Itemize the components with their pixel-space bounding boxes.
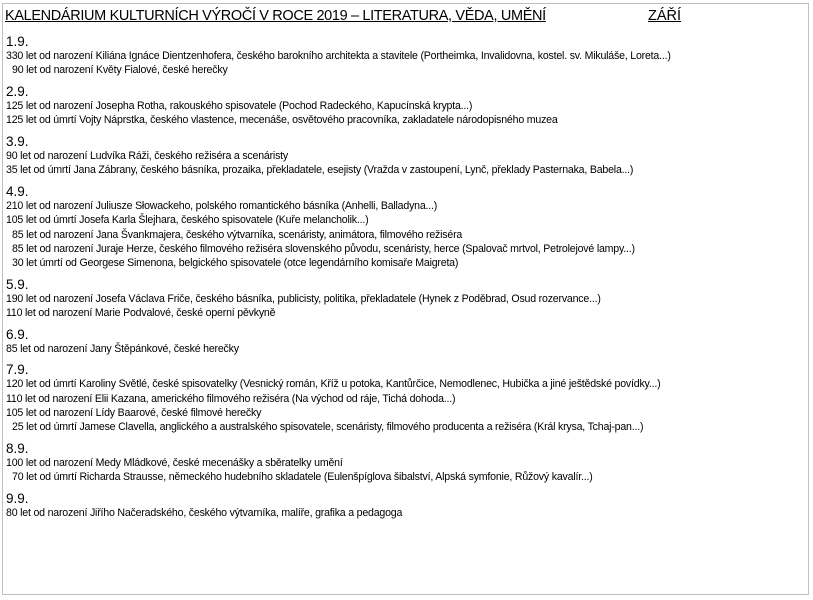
anniversary-entry: 125 let od úmrtí Vojty Náprstka, českého vlastence, mecenáše, osvětového pracovníka, zakladatele národopisného muzea	[6, 114, 558, 127]
anniversary-entry: 110 let od narození Marie Podvalové, české operní pěvkyně	[6, 307, 276, 320]
anniversary-entry: 80 let od narození Jiřího Načeradského, českého výtvarníka, malíře, grafika a pedagoga	[6, 506, 403, 519]
anniversary-entry: 70 let od úmrtí Richarda Strausse, německého hudebního skladatele (Eulenšpíglova šibalství, Alpská symfonie, Růžový kavalír...)	[12, 471, 593, 484]
date-section	[6, 491, 806, 520]
date-heading: 5.9.	[6, 276, 29, 292]
anniversary-entry: 105 let od úmrtí Josefa Karla Šlejhara, českého spisovatele (Kuře melancholik...)	[6, 214, 369, 227]
date-heading: 6.9.	[6, 326, 29, 342]
date-section	[6, 327, 806, 356]
date-section	[6, 441, 806, 485]
anniversary-entry: 35 let od úmrtí Jana Zábrany, českého básníka, prozaika, překladatele, esejisty (Vražda v zastoupení, Lynč, překlady Pasternaka, Babela...)	[6, 164, 634, 177]
date-section	[6, 34, 806, 78]
document-title: KALENDÁRIUM KULTURNÍCH VÝROČÍ V ROCE 2019 – LITERATURA, VĚDA, UMĚNÍ	[5, 8, 546, 24]
date-heading: 3.9.	[6, 133, 29, 149]
document-month: ZÁŘÍ	[648, 8, 682, 24]
date-section	[6, 277, 806, 321]
anniversary-entry: 100 let od narození Medy Mládkové, české mecenášky a sběratelky umění	[6, 456, 343, 469]
date-heading: 4.9.	[6, 183, 29, 199]
date-heading: 9.9.	[6, 490, 29, 506]
date-heading: 8.9.	[6, 440, 29, 456]
anniversary-entry: 120 let od úmrtí Karoliny Světlé, české spisovatelky (Vesnický román, Kříž u potoka, Kantůrčice, Nemodlenec, Hubička a jiné ještědské povídky...)	[6, 378, 661, 391]
anniversary-entry: 105 let od narození Lídy Baarové, české filmové herečky	[6, 407, 262, 419]
anniversary-entry: 190 let od narození Josefa Václava Friče, českého básníka, publicisty, politika, překladatele (Hynek z Poděbrad, Osud rozervance...)	[6, 292, 601, 305]
anniversary-entry: 210 let od narození Juliusze Słowackeho, polského romantického básníka (Anhelli, Balladyna...)	[6, 199, 438, 212]
document-header	[5, 7, 795, 25]
anniversary-entry: 125 let od narození Josepha Rotha, rakouského spisovatele (Pochod Radeckého, Kapucínská krypta...)	[6, 99, 473, 112]
anniversary-entry: 330 let od narození Kiliána Ignáce Dientzenhofera, českého barokního architekta a stavitele (Portheimka, Invalidovna, kostel. sv. Mikuláše, Loreta...)	[6, 50, 671, 62]
date-section	[6, 134, 806, 178]
date-heading: 2.9.	[6, 83, 29, 99]
anniversary-entry: 110 let od narození Elii Kazana, amerického filmového režiséra (Na východ od ráje, Tichá dohoda...)	[6, 392, 456, 405]
date-heading: 7.9.	[6, 362, 29, 378]
anniversary-entry: 25 let od úmrtí Jamese Clavella, anglického a australského spisovatele, scenáristy, filmového producenta a režiséra (Král krysa, Tchaj-pan...)	[12, 421, 644, 434]
date-section	[6, 84, 806, 128]
anniversary-entry: 90 let od narození Květy Fialové, české herečky	[12, 64, 228, 77]
anniversary-entry: 90 let od narození Ludvíka Ráži, českého režiséra a scenáristy	[6, 149, 289, 162]
anniversary-entry: 30 let úmrtí od Georgese Simenona, belgického spisovatele (otce legendárního komisaře Maigreta)	[12, 257, 459, 270]
anniversary-entry: 85 let od narození Jany Štěpánkové, české herečky	[6, 342, 239, 355]
date-section	[6, 184, 806, 271]
anniversary-entry: 85 let od narození Juraje Herze, českého filmového režiséra slovenského původu, scenáristy, herce (Spalovač mrtvol, Petrolejové lampy...)	[12, 242, 635, 255]
date-heading: 1.9.	[6, 34, 29, 49]
calendar-content	[6, 34, 806, 526]
date-section	[6, 362, 806, 435]
anniversary-entry: 85 let od narození Jana Švankmajera, českého výtvarníka, scenáristy, animátora, filmového režiséra	[12, 228, 463, 241]
